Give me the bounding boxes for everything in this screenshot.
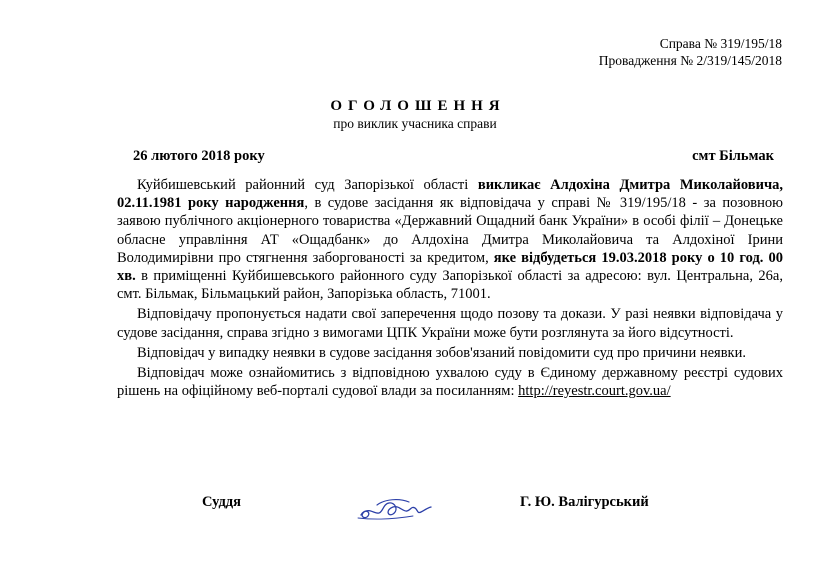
notice-date: 26 лютого 2018 року: [133, 148, 265, 164]
summons-text-1: Куйбишевський районний суд Запорізької області: [137, 177, 478, 193]
proceeding-number: Провадження № 2/319/145/2018: [598, 53, 782, 68]
case-number: Справа № 319/195/18: [659, 36, 782, 51]
case-references: [599, 35, 782, 69]
paragraph-summons: [117, 176, 783, 303]
notice-body: [117, 176, 783, 402]
notice-subtitle: про виклик учасника справи: [333, 116, 497, 131]
paragraph-registry: [117, 364, 783, 400]
judge-name: Г. Ю. Валігурський: [520, 494, 649, 510]
summons-text-2: , в судове засідання як відповідача у справі № 319/195/18 - за позовною заявою публічного акціонерного товариства «Державний Ощадний банк України» в особі філії – Донецьке обласне управління АТ «Ощадбанк» до Алдохіна Дмитра Миколайовича та Алдохіної Ірини Володимирівни про стягнення заборгованості за кредитом,: [117, 195, 783, 266]
summons-text-3: в приміщенні Куйбишевського районного суду Запорізької області за адресою: вул. Центральна, 26а, смт. Більмак, Більмацький район, Запорізька область, 71001.: [117, 268, 783, 303]
judge-label: Суддя: [202, 494, 241, 510]
summons-defendant: викликає Алдохіна Дмитра Миколайовича, 02.11.1981 року народження: [117, 177, 783, 212]
paragraph-objections: Відповідачу пропонується надати свої заперечення щодо позову та докази. У разі неявки відповідача у судове засідання, справа згідно з вимогами ЦПК України може бути розглянута за його відсутності.: [117, 306, 783, 341]
registry-link[interactable]: http://reyestr.court.gov.ua/: [518, 383, 671, 400]
registry-text: Відповідач може ознайомитись з відповідною ухвалою суду в Єдиному державному реєстрі судових рішень на офіційному веб-порталі судової влади за посиланням:: [117, 365, 783, 400]
judge-signature: [355, 490, 435, 524]
notice-title: ОГОЛОШЕННЯ: [330, 98, 506, 114]
summons-hearing-time: яке відбудеться 19.03.2018 року о 10 год. 00 хв.: [117, 249, 783, 285]
paragraph-absence: Відповідач у випадку неявки в судове засідання зобов'язаний повідомити суд про причини неявки.: [137, 344, 746, 361]
notice-place: смт Більмак: [692, 148, 774, 164]
